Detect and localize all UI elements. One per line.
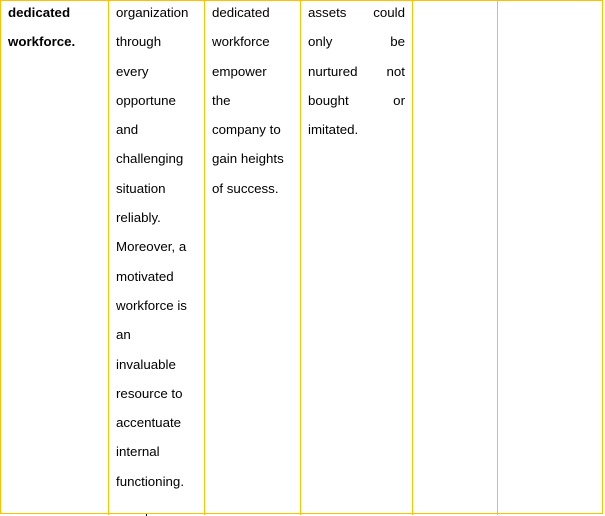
cell-word: or bbox=[393, 92, 405, 108]
cell-word: only bbox=[308, 34, 333, 50]
cell-text-line: challenging bbox=[116, 151, 184, 167]
table-cell-col1 bbox=[8, 1, 103, 515]
cell-text-line: workforce is bbox=[116, 297, 187, 313]
cell-text-line: dedicated bbox=[8, 5, 71, 20]
cell-word: bought bbox=[308, 92, 349, 108]
table-cell-col6 bbox=[505, 1, 595, 515]
cell-text-line: every bbox=[116, 63, 149, 79]
table-cell-col3 bbox=[212, 1, 296, 515]
cell-text-line: internal bbox=[116, 444, 160, 460]
column-divider bbox=[497, 1, 498, 515]
cell-word: assets bbox=[308, 5, 347, 20]
cell-text-line bbox=[308, 30, 405, 59]
cell-text-line: functioning. bbox=[116, 473, 185, 489]
cell-text-line: of success. bbox=[212, 180, 279, 196]
column-divider bbox=[204, 1, 205, 515]
cell-text-line: company to bbox=[212, 122, 281, 138]
cell-text-line: gain heights bbox=[212, 151, 284, 167]
cell-text-line bbox=[308, 89, 405, 118]
cell-text-line: the bbox=[212, 92, 231, 108]
cell-text-line: workforce bbox=[212, 34, 270, 50]
cell-text-line: motivated bbox=[116, 268, 174, 284]
cell-text-line: resource to bbox=[116, 385, 183, 401]
cell-text-line: empower bbox=[212, 63, 267, 79]
cell-text-line: organization bbox=[116, 5, 189, 20]
cell-word: not bbox=[386, 63, 405, 79]
cell-text-line: an bbox=[116, 327, 131, 343]
cell-text-line: through bbox=[116, 34, 162, 50]
cell-text-line bbox=[308, 60, 405, 89]
column-divider bbox=[108, 1, 109, 515]
cell-text-line: and bbox=[116, 122, 139, 138]
column-divider bbox=[412, 1, 413, 515]
table-cell-col4 bbox=[308, 1, 405, 515]
cell-text-line: Moreover, a bbox=[116, 239, 187, 255]
cell-text-line: dedicated bbox=[212, 5, 270, 20]
cell-text-line: imitated. bbox=[308, 122, 359, 138]
cell-text-line: invaluable bbox=[116, 356, 176, 372]
column-divider bbox=[300, 1, 301, 515]
cell-word: be bbox=[390, 34, 405, 50]
cell-text-line bbox=[308, 1, 405, 30]
cell-text-line: opportune bbox=[116, 92, 176, 108]
cell-text-line: workforce. bbox=[8, 34, 76, 50]
table-cell-col5 bbox=[420, 1, 490, 515]
cell-word: nurtured bbox=[308, 63, 358, 79]
cell-text-line: situation bbox=[116, 180, 166, 196]
cell-word: could bbox=[373, 5, 405, 20]
table-cell-col2 bbox=[116, 1, 200, 515]
cell-text-line: reliably. bbox=[116, 210, 161, 226]
cell-text-line: accentuate bbox=[116, 415, 182, 431]
